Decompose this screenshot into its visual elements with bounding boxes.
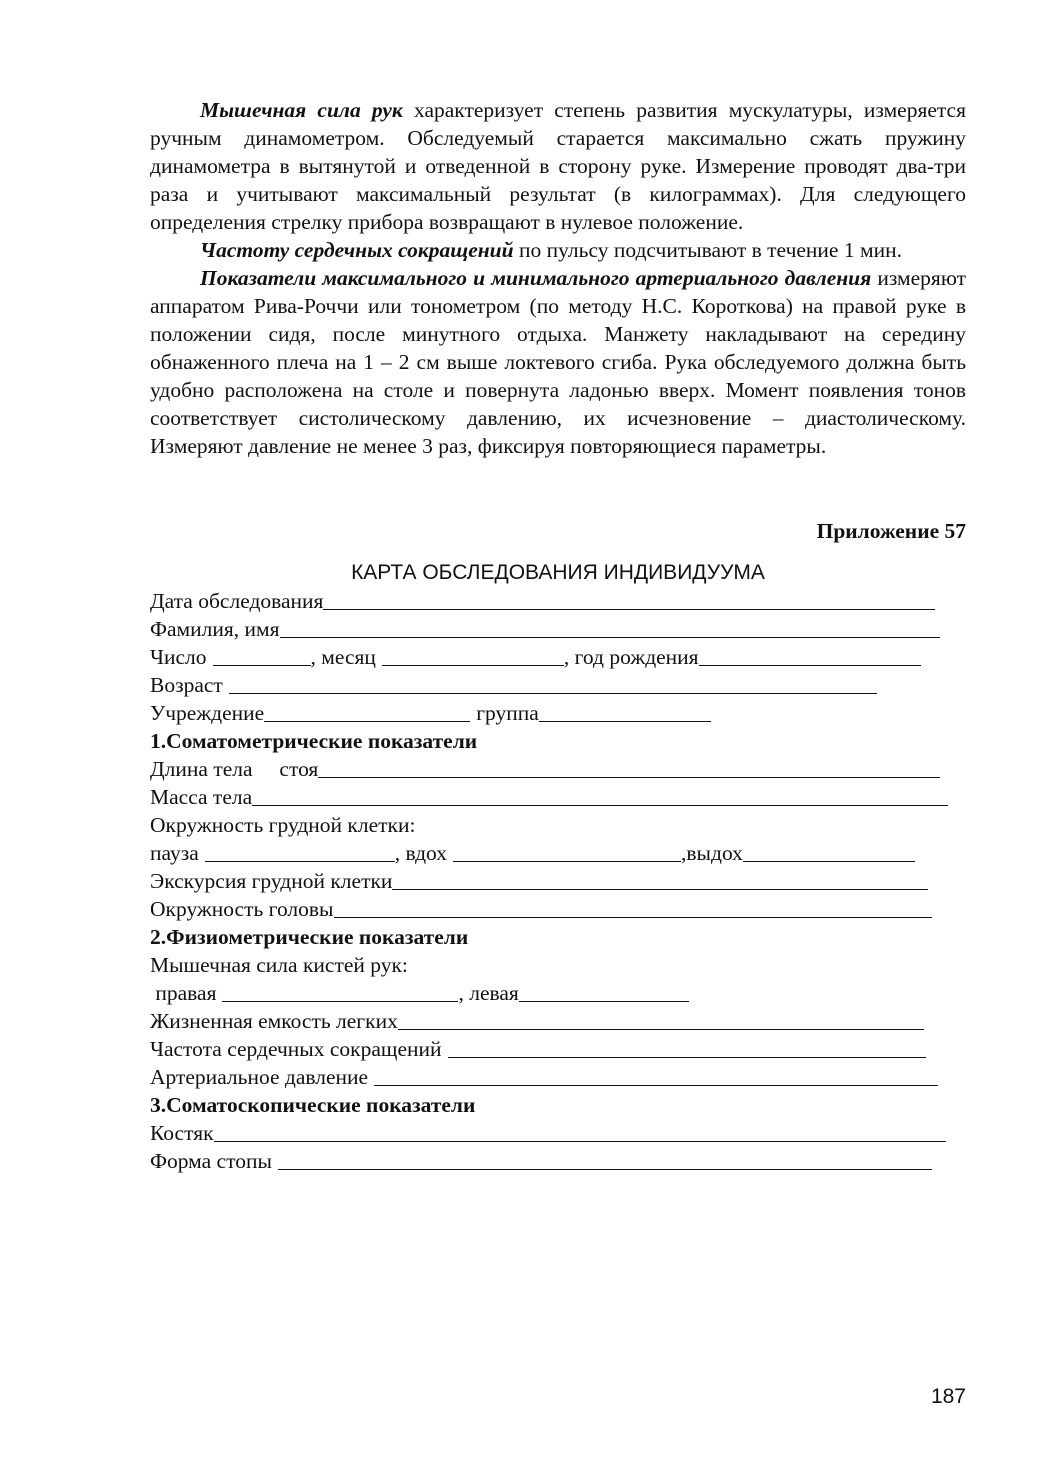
term-heart-rate: Частоту сердечных сокращений — [200, 238, 514, 262]
field-label: пауза — [150, 841, 199, 865]
field-label: Форма стопы — [150, 1149, 272, 1173]
paragraph-text: измеряют аппаратом Рива-Роччи или тонометром (по методу Н.С. Короткова) на правой руке в положении сидя, после минутного отдыха. Манжету накладывают на середину обнаженного плеча на 1 – 2 см выше локтевого сгиба. Рука обследуемого должна быть удобно расположена на столе и повернута ладонью вверх. Момент появления тонов соответствует систолическому давлению, их исчезновение – диастолическому. Измеряют давление не менее 3 раз, фиксируя повторяющиеся параметры. — [150, 266, 966, 458]
form-line-vital — [150, 1007, 966, 1035]
field-label: группа — [476, 701, 539, 725]
age-blank[interactable] — [229, 672, 877, 694]
form-line-excursion — [150, 867, 966, 895]
year-blank[interactable] — [699, 644, 921, 666]
exhale-blank[interactable] — [743, 840, 915, 862]
form-line-chest-values — [150, 839, 966, 867]
field-label: , месяц — [310, 645, 376, 669]
field-label: Мышечная сила кистей рук: — [150, 953, 408, 977]
field-label: Окружность грудной клетки: — [150, 813, 416, 837]
form-line-hr — [150, 1035, 966, 1063]
field-label: Возраст — [150, 673, 223, 697]
day-blank[interactable] — [213, 644, 311, 666]
term-muscle-strength: Мышечная сила рук — [200, 98, 403, 122]
section-somatometric: 1.Соматометрические показатели — [150, 729, 478, 753]
group-blank[interactable] — [539, 700, 711, 722]
inhale-blank[interactable] — [453, 840, 681, 862]
field-label: правая — [150, 981, 217, 1005]
head-blank[interactable] — [334, 896, 932, 918]
paragraph-muscle-strength — [150, 96, 966, 236]
date-blank[interactable] — [323, 588, 935, 610]
field-label: Экскурсия грудной клетки — [150, 869, 393, 893]
field-label: Длина тела стоя — [150, 757, 319, 781]
form-line-height — [150, 755, 966, 783]
form-line-mass — [150, 783, 966, 811]
field-label: Костяк — [150, 1121, 214, 1145]
page-number: 187 — [930, 1385, 966, 1408]
form-line-birth — [150, 643, 966, 671]
height-blank[interactable] — [318, 756, 940, 778]
field-label: Фамилия, имя — [150, 617, 280, 641]
form-line-bone — [150, 1119, 966, 1147]
field-label: Дата обследования — [150, 589, 324, 613]
form-line-date — [150, 587, 966, 615]
term-blood-pressure: Показатели максимального и минимального артериального давления — [200, 266, 872, 290]
form-line-chest — [150, 811, 966, 839]
vital-capacity-blank[interactable] — [398, 1008, 924, 1030]
name-blank[interactable] — [280, 616, 940, 638]
field-label: Частота сердечных сокращений — [150, 1037, 442, 1061]
paragraph-text: по пульсу подсчитывают в течение 1 мин. — [513, 238, 902, 262]
left-hand-blank[interactable] — [519, 980, 689, 1002]
field-label: , вдох — [394, 841, 448, 865]
page-content — [150, 96, 966, 1175]
bone-blank[interactable] — [214, 1120, 946, 1142]
paragraph-blood-pressure — [150, 264, 966, 460]
excursion-blank[interactable] — [392, 868, 928, 890]
form-line-foot — [150, 1147, 966, 1175]
right-hand-blank[interactable] — [222, 980, 458, 1002]
field-label: Число — [150, 645, 207, 669]
pause-blank[interactable] — [205, 840, 395, 862]
appendix-label: Приложение 57 — [816, 519, 966, 543]
field-label: , левая — [458, 981, 519, 1005]
form-line-grip-values — [150, 979, 966, 1007]
form-line-grip — [150, 951, 966, 979]
field-label: Окружность головы — [150, 897, 334, 921]
field-label: Жизненная емкость легких — [150, 1009, 398, 1033]
month-blank[interactable] — [382, 644, 564, 666]
section-physiometric: 2.Физиометрические показатели — [150, 925, 469, 949]
section-somatoscopic: 3.Соматоскопические показатели — [150, 1093, 476, 1117]
mass-blank[interactable] — [252, 784, 948, 806]
field-label: , год рождения — [563, 645, 699, 669]
form-line-bp — [150, 1063, 966, 1091]
form-line-head — [150, 895, 966, 923]
field-label: Масса тела — [150, 785, 253, 809]
field-label: Артериальное давление — [150, 1065, 369, 1089]
form-line-name — [150, 615, 966, 643]
blood-pressure-blank[interactable] — [374, 1064, 938, 1086]
form-line-age — [150, 671, 966, 699]
heart-rate-blank[interactable] — [448, 1036, 926, 1058]
field-label: Учреждение — [150, 701, 265, 725]
card-title: КАРТА ОБСЛЕДОВАНИЯ ИНДИВИДУУМА — [351, 561, 765, 584]
paragraph-heart-rate — [150, 236, 966, 264]
field-label: ,выдох — [681, 841, 743, 865]
institution-blank[interactable] — [264, 700, 470, 722]
form-line-institution — [150, 699, 966, 727]
foot-shape-blank[interactable] — [278, 1148, 932, 1170]
paragraph-text: характеризует степень развития мускулатуры, измеряется ручным динамометром. Обследуемый старается максимально сжать пружину динамометра в вытянутой и отведенной в сторону руке. Измерение проводят два-три раза и учитывают максимальный результат (в килограммах). Для следующего определения стрелку прибора возвращают в нулевое положение. — [150, 98, 966, 234]
